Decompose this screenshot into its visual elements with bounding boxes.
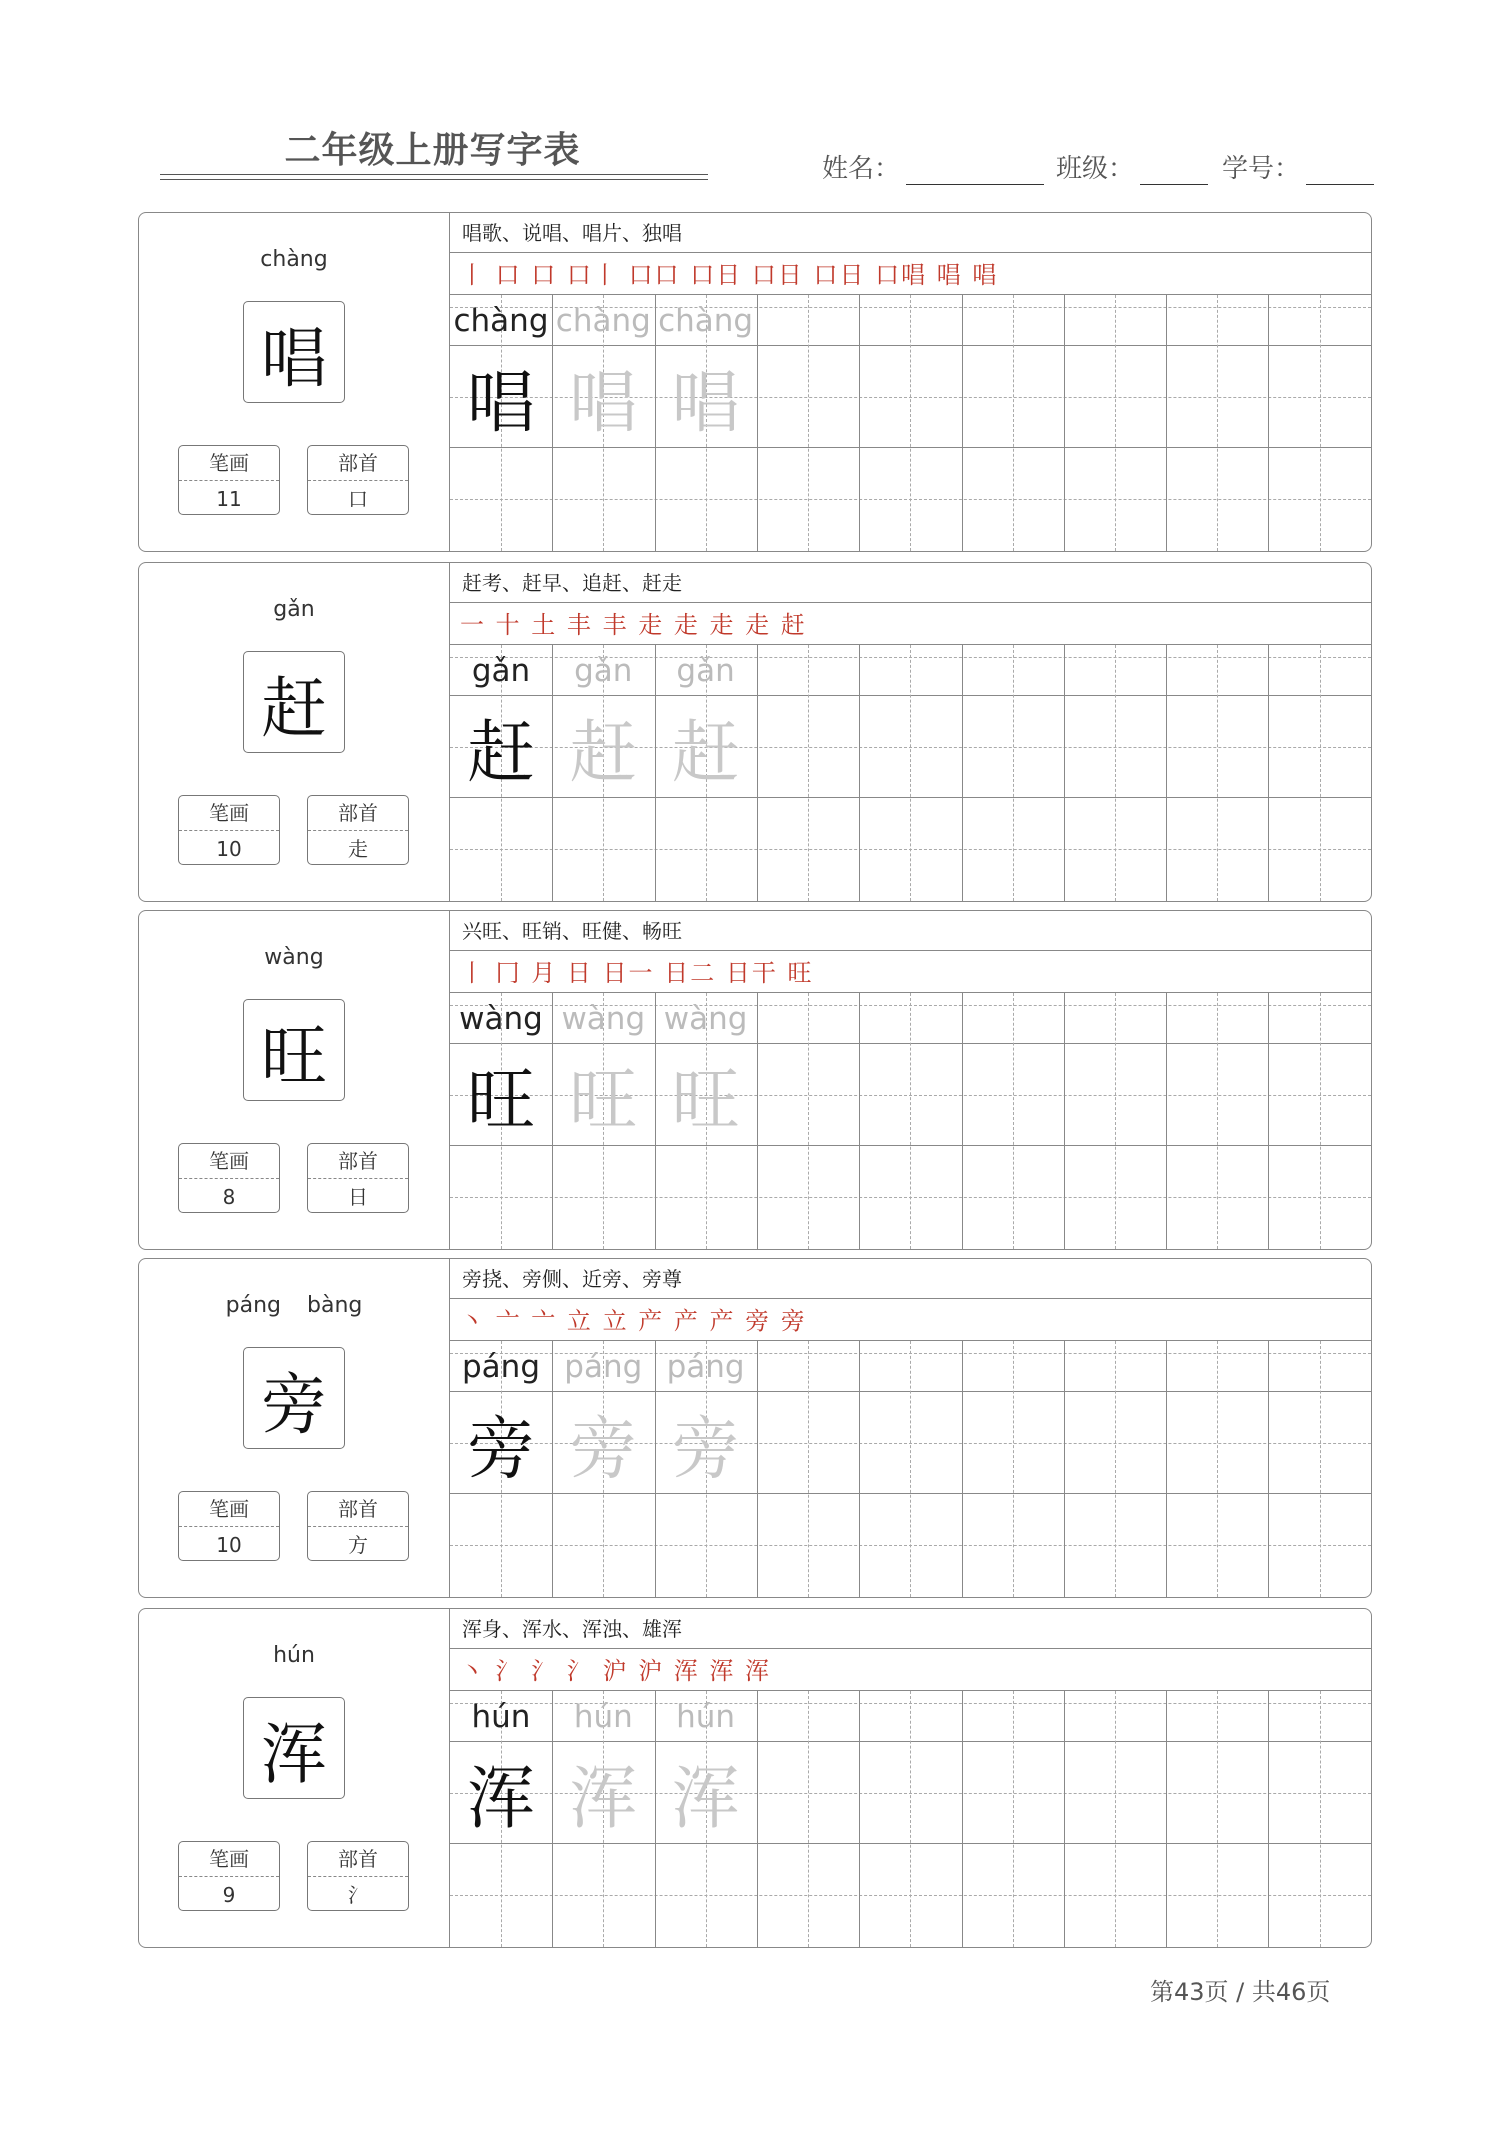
stroke-count-box-value: 10 (216, 837, 242, 861)
pinyin-trace: hún (676, 1699, 736, 1735)
character-pinyin (139, 247, 449, 272)
writing-grid[interactable] (450, 295, 1371, 551)
character-trace: 赶 (671, 713, 740, 793)
stroke-step: 浑 (745, 1657, 772, 1685)
radical-box-value: 方 (348, 1533, 368, 1557)
radical-box (307, 1841, 409, 1911)
stroke-step: 丰 (602, 611, 629, 639)
example-words: 旁挠、旁侧、近旁、旁尊 (450, 1259, 1371, 1299)
character-trace: 唱 (569, 363, 638, 443)
stroke-step: 冂 (495, 959, 522, 987)
stroke-order (450, 253, 1371, 295)
stroke-count-box (178, 795, 280, 865)
pinyin-trace: gǎn (574, 653, 633, 689)
character-trace: 旁 (671, 1409, 740, 1489)
practice-panel (450, 1259, 1371, 1597)
character-card (138, 1258, 1372, 1598)
stroke-step: 土 (531, 611, 558, 639)
stroke-step: 走 (673, 611, 700, 639)
character-trace: 旁 (569, 1409, 638, 1489)
pinyin-trace: chàng (658, 303, 754, 339)
character-display: 旁 (243, 1347, 345, 1449)
pinyin-model: wàng (459, 1001, 543, 1037)
class-label: 班级： (1056, 154, 1135, 184)
pinyin-model: páng (462, 1349, 540, 1385)
stroke-step: 月 (531, 959, 558, 987)
stroke-step: 日一 (602, 959, 655, 987)
practice-panel (450, 213, 1371, 551)
character-info-panel (139, 213, 450, 551)
stroke-count-box (178, 1491, 280, 1561)
character-model: 旁 (466, 1409, 535, 1489)
stroke-step: 立 (602, 1307, 629, 1335)
stroke-step: 立 (566, 1307, 593, 1335)
writing-grid[interactable] (450, 645, 1371, 901)
stroke-step: 丰 (566, 611, 593, 639)
stroke-step: 走 (709, 611, 736, 639)
stroke-step: 走 (638, 611, 665, 639)
character-model: 旺 (466, 1061, 535, 1141)
radical-box-label: 部首 (308, 1842, 408, 1877)
character-display: 旺 (243, 999, 345, 1101)
pinyin-trace: páng (564, 1349, 643, 1385)
character-trace: 赶 (569, 713, 638, 793)
pinyin-reading: wàng (264, 945, 324, 970)
radical-box (307, 1143, 409, 1213)
stroke-step: 走 (745, 611, 772, 639)
stroke-step: 口日 (690, 261, 743, 289)
stroke-step: 口 (495, 261, 522, 289)
radical-box-value: 氵 (348, 1883, 368, 1907)
pinyin-model: hún (471, 1699, 531, 1735)
character-model: 唱 (466, 363, 535, 443)
stroke-step: 氵 (495, 1657, 522, 1685)
character-info-panel (139, 1609, 450, 1947)
stroke-step: 浑 (709, 1657, 736, 1685)
stroke-step: 日二 (664, 959, 717, 987)
stroke-step: 丨 (460, 261, 486, 289)
stroke-step: 一 (460, 611, 486, 639)
practice-panel (450, 1609, 1371, 1947)
character-display: 浑 (243, 1697, 345, 1799)
character-pinyin (139, 945, 449, 970)
number-label: 学号： (1222, 154, 1301, 184)
character-info-panel (139, 563, 450, 901)
character-display: 赶 (243, 651, 345, 753)
character-trace: 旺 (671, 1061, 740, 1141)
stroke-step: 日干 (725, 959, 778, 987)
character-pinyin (139, 1293, 449, 1318)
page-number: 第43页 / 共46页 (1150, 1978, 1331, 2006)
pinyin-reading: chàng (260, 247, 328, 272)
writing-grid[interactable] (450, 1691, 1371, 1947)
radical-box-label: 部首 (308, 446, 408, 481)
stroke-step: 旺 (787, 959, 814, 987)
stroke-count-box-label: 笔画 (179, 1842, 279, 1877)
pinyin-model: chàng (453, 303, 549, 339)
example-words: 赶考、赶早、追赶、赶走 (450, 563, 1371, 603)
stroke-step: 氵 (531, 1657, 558, 1685)
character-model: 浑 (466, 1759, 535, 1839)
stroke-count-box-value: 10 (216, 1533, 242, 1557)
radical-box (307, 445, 409, 515)
stroke-count-box (178, 1841, 280, 1911)
radical-box-value: 口 (348, 487, 368, 511)
stroke-count-box-value: 8 (222, 1185, 236, 1209)
radical-box-label: 部首 (308, 1492, 408, 1527)
stroke-step: 口唱 (875, 261, 928, 289)
stroke-step: 产 (673, 1307, 700, 1335)
radical-box-value: 走 (348, 837, 368, 861)
character-pinyin (139, 1643, 449, 1668)
example-words: 兴旺、旺销、旺健、畅旺 (450, 911, 1371, 951)
stroke-step: 口日 (751, 261, 804, 289)
stroke-count-box-value: 9 (222, 1883, 236, 1907)
stroke-order (450, 951, 1371, 993)
character-trace: 浑 (569, 1759, 638, 1839)
stroke-order (450, 1649, 1371, 1691)
stroke-count-box-value: 11 (216, 487, 242, 511)
pinyin-reading: gǎn (273, 597, 315, 622)
example-words: 唱歌、说唱、唱片、独唱 (450, 213, 1371, 253)
character-card (138, 562, 1372, 902)
stroke-step: 沪 (638, 1657, 665, 1685)
character-model: 赶 (466, 713, 535, 793)
pinyin-reading: bàng (307, 1293, 363, 1318)
stroke-step: 亠 (531, 1307, 558, 1335)
character-info-panel (139, 1259, 450, 1597)
pinyin-reading: hún (273, 1643, 315, 1668)
stroke-step: 丶 (460, 1657, 486, 1685)
character-info-panel (139, 911, 450, 1249)
name-label: 姓名： (822, 154, 901, 184)
radical-box (307, 795, 409, 865)
pinyin-trace: chàng (555, 303, 651, 339)
character-card (138, 212, 1372, 552)
stroke-step: 口日 (813, 261, 866, 289)
stroke-count-box-label: 笔画 (179, 1144, 279, 1179)
stroke-order (450, 603, 1371, 645)
pinyin-reading: páng (225, 1293, 281, 1318)
practice-panel (450, 911, 1371, 1249)
pinyin-trace: wàng (561, 1001, 646, 1037)
stroke-step: 赶 (780, 611, 807, 639)
radical-box-label: 部首 (308, 1144, 408, 1179)
stroke-step: 唱 (972, 261, 999, 289)
stroke-step: 亠 (495, 1307, 522, 1335)
stroke-count-box-label: 笔画 (179, 796, 279, 831)
writing-grid[interactable] (450, 993, 1371, 1249)
stroke-step: 口口 (628, 261, 681, 289)
worksheet-title: 二年级上册写字表 (284, 130, 581, 171)
stroke-step: 浑 (673, 1657, 700, 1685)
stroke-step: 日 (566, 959, 593, 987)
pinyin-trace: hún (573, 1699, 633, 1735)
stroke-step: 沪 (602, 1657, 629, 1685)
character-card (138, 1608, 1372, 1948)
stroke-count-box-label: 笔画 (179, 1492, 279, 1527)
writing-grid[interactable] (450, 1341, 1371, 1597)
character-trace: 旺 (569, 1061, 638, 1141)
stroke-step: 丶 (460, 1307, 486, 1335)
character-display: 唱 (243, 301, 345, 403)
pinyin-trace: páng (666, 1349, 745, 1385)
example-words: 浑身、浑水、浑浊、雄浑 (450, 1609, 1371, 1649)
title-underline (160, 174, 708, 180)
name-field[interactable] (822, 148, 1044, 185)
character-pinyin (139, 597, 449, 622)
character-card (138, 910, 1372, 1250)
pinyin-trace: wàng (663, 1001, 748, 1037)
character-trace: 唱 (671, 363, 740, 443)
stroke-step: 旁 (780, 1307, 807, 1335)
stroke-count-box-label: 笔画 (179, 446, 279, 481)
stroke-order (450, 1299, 1371, 1341)
number-field[interactable] (1222, 148, 1374, 185)
stroke-step: 口丨 (566, 261, 619, 289)
practice-panel (450, 563, 1371, 901)
stroke-step: 唱 (936, 261, 963, 289)
stroke-step: 氵 (566, 1657, 593, 1685)
radical-box (307, 1491, 409, 1561)
stroke-step: 十 (495, 611, 522, 639)
stroke-step: 口 (531, 261, 558, 289)
pinyin-model: gǎn (471, 653, 531, 689)
radical-box-value: 日 (348, 1185, 368, 1209)
character-trace: 浑 (671, 1759, 740, 1839)
stroke-step: 产 (709, 1307, 736, 1335)
stroke-step: 产 (638, 1307, 665, 1335)
stroke-count-box (178, 1143, 280, 1213)
radical-box-label: 部首 (308, 796, 408, 831)
pinyin-trace: gǎn (676, 653, 735, 689)
class-field[interactable] (1056, 148, 1208, 185)
stroke-step: 旁 (745, 1307, 772, 1335)
stroke-count-box (178, 445, 280, 515)
stroke-step: 丨 (460, 959, 486, 987)
